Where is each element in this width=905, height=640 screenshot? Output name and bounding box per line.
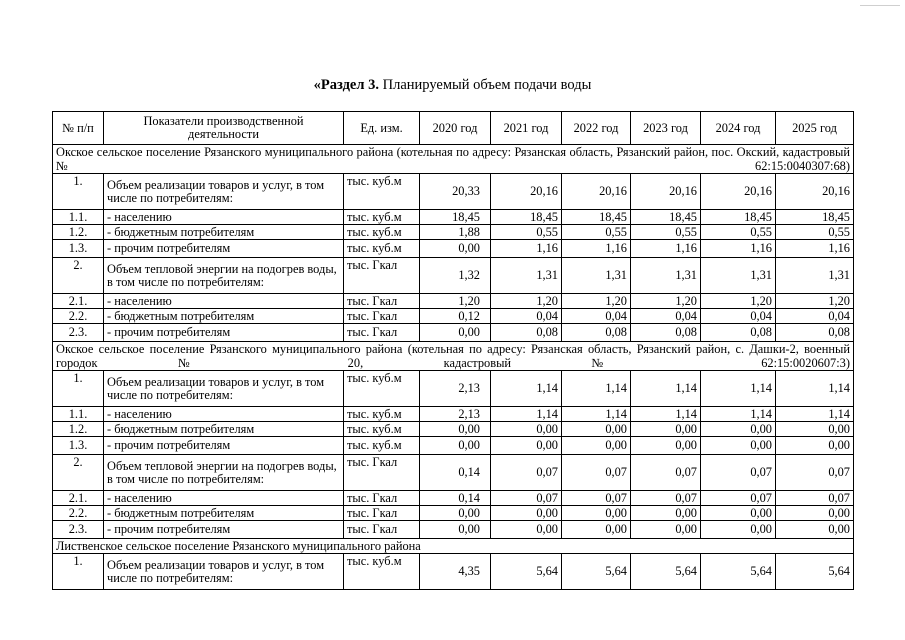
- row-value-2023: 0,00: [631, 437, 701, 455]
- row-value-2022: 0,08: [562, 324, 631, 342]
- row-unit: тыс. Гкал: [344, 309, 420, 324]
- row-indicator: - прочим потребителям: [104, 437, 344, 455]
- row-indicator: - бюджетным потребителям: [104, 422, 344, 437]
- row-indicator: - прочим потребителям: [104, 521, 344, 539]
- row-value-2024: 0,00: [701, 437, 776, 455]
- row-value-2023: 5,64: [631, 554, 701, 590]
- row-value-2022: 0,07: [562, 491, 631, 506]
- row-value-2021: 20,16: [491, 174, 562, 210]
- row-value-2021: 1,14: [491, 371, 562, 407]
- section-title-row: [53, 342, 854, 371]
- row-value-2020: 1,88: [420, 225, 491, 240]
- row-indicator: - прочим потребителям: [104, 240, 344, 258]
- row-value-2020: 0,00: [420, 324, 491, 342]
- column-header-2020: 2020 год: [420, 112, 491, 145]
- section-title-row: [53, 539, 854, 554]
- row-value-2021: 1,20: [491, 294, 562, 309]
- table-row: [53, 240, 854, 258]
- row-value-2023: 0,07: [631, 455, 701, 491]
- row-unit: тыс. Гкал: [344, 294, 420, 309]
- row-value-2025: 1,31: [776, 258, 854, 294]
- row-value-2023: 0,00: [631, 521, 701, 539]
- row-number: 2.: [53, 258, 104, 294]
- row-indicator: Объем реализации товаров и услуг, в том числе по потребителям:: [104, 371, 344, 407]
- row-value-2023: 0,08: [631, 324, 701, 342]
- row-value-2024: 0,00: [701, 506, 776, 521]
- row-value-2023: 0,00: [631, 422, 701, 437]
- row-value-2020: 2,13: [420, 371, 491, 407]
- table-row: [53, 554, 854, 590]
- row-value-2021: 5,64: [491, 554, 562, 590]
- table-row: [53, 294, 854, 309]
- table-row: [53, 407, 854, 422]
- row-value-2021: 0,08: [491, 324, 562, 342]
- row-value-2025: 0,07: [776, 455, 854, 491]
- row-value-2021: 0,00: [491, 437, 562, 455]
- table-row: [53, 491, 854, 506]
- row-value-2025: 0,00: [776, 506, 854, 521]
- row-indicator: - прочим потребителям: [104, 324, 344, 342]
- row-value-2023: 0,55: [631, 225, 701, 240]
- row-number: 2.2.: [53, 309, 104, 324]
- row-indicator: Объем реализации товаров и услуг, в том числе по потребителям:: [104, 554, 344, 590]
- row-value-2021: 1,31: [491, 258, 562, 294]
- row-value-2025: 20,16: [776, 174, 854, 210]
- column-header-2021: 2021 год: [491, 112, 562, 145]
- column-header-unit: Ед. изм.: [344, 112, 420, 145]
- row-value-2020: 0,14: [420, 491, 491, 506]
- row-value-2020: 0,00: [420, 240, 491, 258]
- column-header-number: № п/п: [53, 112, 104, 145]
- row-value-2022: 0,00: [562, 506, 631, 521]
- row-value-2021: 0,00: [491, 422, 562, 437]
- table-row: [53, 521, 854, 539]
- row-value-2024: 1,20: [701, 294, 776, 309]
- row-value-2024: 0,08: [701, 324, 776, 342]
- section-title: Окское сельское поселение Рязанского муниципального района (котельная по адресу: Рязанская область, Рязанский район, с. Дашки-2, военный городок № 20, кадастровый № 62:15:0020607:3): [53, 342, 854, 371]
- column-header-2025: 2025 год: [776, 112, 854, 145]
- row-unit: тыс. Гкал: [344, 324, 420, 342]
- row-indicator: - населению: [104, 491, 344, 506]
- row-value-2022: 0,04: [562, 309, 631, 324]
- row-value-2023: 1,20: [631, 294, 701, 309]
- row-unit: тыс. куб.м: [344, 225, 420, 240]
- row-value-2020: 0,00: [420, 437, 491, 455]
- row-number: 1.3.: [53, 437, 104, 455]
- table-row: [53, 437, 854, 455]
- row-value-2025: 0,00: [776, 437, 854, 455]
- row-value-2020: 0,00: [420, 506, 491, 521]
- row-value-2021: 18,45: [491, 210, 562, 225]
- row-value-2022: 1,31: [562, 258, 631, 294]
- water-supply-plan-table: [52, 111, 854, 590]
- row-number: 1.: [53, 371, 104, 407]
- section-title: Окское сельское поселение Рязанского муниципального района (котельная по адресу: Рязанская область, Рязанский район, пос. Окский, кадастровый № 62:15:0040307:68): [53, 145, 854, 174]
- row-value-2023: 18,45: [631, 210, 701, 225]
- row-value-2020: 0,00: [420, 422, 491, 437]
- row-unit: тыс. куб.м: [344, 210, 420, 225]
- section-heading-text: Планируемый объем подачи воды: [378, 77, 592, 93]
- section-title-row: [53, 145, 854, 174]
- row-value-2025: 1,14: [776, 371, 854, 407]
- row-value-2025: 0,08: [776, 324, 854, 342]
- row-value-2025: 0,00: [776, 521, 854, 539]
- row-number: 1.3.: [53, 240, 104, 258]
- row-indicator: - бюджетным потребителям: [104, 225, 344, 240]
- row-value-2024: 1,14: [701, 407, 776, 422]
- row-number: 2.3.: [53, 324, 104, 342]
- row-value-2025: 1,20: [776, 294, 854, 309]
- row-value-2022: 1,16: [562, 240, 631, 258]
- table-header-row: [53, 112, 854, 145]
- row-unit: тыс. Гкал: [344, 491, 420, 506]
- row-value-2024: 1,31: [701, 258, 776, 294]
- row-value-2024: 1,16: [701, 240, 776, 258]
- row-value-2025: 1,14: [776, 407, 854, 422]
- row-unit: тыс. Гкал: [344, 455, 420, 491]
- row-value-2023: 0,07: [631, 491, 701, 506]
- row-value-2024: 20,16: [701, 174, 776, 210]
- row-unit: тыс. куб.м: [344, 437, 420, 455]
- row-value-2024: 0,07: [701, 455, 776, 491]
- row-value-2022: 0,00: [562, 422, 631, 437]
- row-value-2021: 0,07: [491, 455, 562, 491]
- row-value-2022: 20,16: [562, 174, 631, 210]
- row-number: 1.1.: [53, 407, 104, 422]
- row-value-2025: 0,55: [776, 225, 854, 240]
- table-body: [53, 112, 854, 590]
- row-value-2023: 1,14: [631, 371, 701, 407]
- table-row: [53, 225, 854, 240]
- table-row: [53, 324, 854, 342]
- row-value-2022: 0,00: [562, 437, 631, 455]
- row-number: 2.1.: [53, 491, 104, 506]
- row-value-2020: 0,14: [420, 455, 491, 491]
- column-header-2023: 2023 год: [631, 112, 701, 145]
- row-unit: тыс. Гкал: [344, 521, 420, 539]
- row-value-2021: 0,00: [491, 506, 562, 521]
- row-unit: тыс. куб.м: [344, 554, 420, 590]
- row-unit: тыс. куб.м: [344, 422, 420, 437]
- row-number: 2.2.: [53, 506, 104, 521]
- row-value-2025: 0,07: [776, 491, 854, 506]
- table-row: [53, 506, 854, 521]
- row-value-2021: 0,07: [491, 491, 562, 506]
- row-value-2021: 1,16: [491, 240, 562, 258]
- row-indicator: - населению: [104, 407, 344, 422]
- column-header-2022: 2022 год: [562, 112, 631, 145]
- row-value-2020: 18,45: [420, 210, 491, 225]
- row-unit: тыс. куб.м: [344, 174, 420, 210]
- row-indicator: Объем тепловой энергии на подогрев воды, в том числе по потребителям:: [104, 258, 344, 294]
- row-value-2024: 0,07: [701, 491, 776, 506]
- row-indicator: Объем тепловой энергии на подогрев воды, в том числе по потребителям:: [104, 455, 344, 491]
- table-row: [53, 258, 854, 294]
- row-value-2023: 1,16: [631, 240, 701, 258]
- row-value-2022: 1,14: [562, 407, 631, 422]
- row-number: 1.2.: [53, 422, 104, 437]
- table-row: [53, 309, 854, 324]
- row-number: 1.: [53, 174, 104, 210]
- row-value-2025: 1,16: [776, 240, 854, 258]
- row-number: 2.1.: [53, 294, 104, 309]
- row-unit: тыс. Гкал: [344, 258, 420, 294]
- row-value-2025: 0,04: [776, 309, 854, 324]
- row-value-2022: 18,45: [562, 210, 631, 225]
- table-row: [53, 455, 854, 491]
- row-value-2023: 0,04: [631, 309, 701, 324]
- row-value-2024: 1,14: [701, 371, 776, 407]
- row-value-2022: 5,64: [562, 554, 631, 590]
- column-header-2024: 2024 год: [701, 112, 776, 145]
- row-indicator: Объем реализации товаров и услуг, в том числе по потребителям:: [104, 174, 344, 210]
- row-indicator: - бюджетным потребителям: [104, 309, 344, 324]
- row-value-2024: 5,64: [701, 554, 776, 590]
- row-value-2021: 0,00: [491, 521, 562, 539]
- row-value-2020: 1,20: [420, 294, 491, 309]
- row-unit: тыс. куб.м: [344, 407, 420, 422]
- row-value-2022: 0,07: [562, 455, 631, 491]
- row-value-2022: 0,55: [562, 225, 631, 240]
- row-value-2025: 5,64: [776, 554, 854, 590]
- row-value-2024: 0,00: [701, 422, 776, 437]
- row-value-2024: 0,00: [701, 521, 776, 539]
- row-value-2020: 0,00: [420, 521, 491, 539]
- column-header-indicator: Показатели производственной деятельности: [104, 112, 344, 145]
- row-value-2022: 0,00: [562, 521, 631, 539]
- table-row: [53, 371, 854, 407]
- row-number: 1.2.: [53, 225, 104, 240]
- row-value-2023: 0,00: [631, 506, 701, 521]
- row-value-2022: 1,14: [562, 371, 631, 407]
- row-value-2024: 0,04: [701, 309, 776, 324]
- row-number: 2.3.: [53, 521, 104, 539]
- row-value-2024: 18,45: [701, 210, 776, 225]
- section-heading: [0, 76, 905, 94]
- row-number: 1.1.: [53, 210, 104, 225]
- row-unit: тыс. куб.м: [344, 371, 420, 407]
- table-row: [53, 174, 854, 210]
- row-indicator: - населению: [104, 294, 344, 309]
- row-value-2020: 1,32: [420, 258, 491, 294]
- table-row: [53, 422, 854, 437]
- row-value-2021: 0,55: [491, 225, 562, 240]
- row-value-2020: 0,12: [420, 309, 491, 324]
- row-indicator: - населению: [104, 210, 344, 225]
- row-value-2021: 1,14: [491, 407, 562, 422]
- row-unit: тыс. Гкал: [344, 506, 420, 521]
- section-title: Лиственское сельское поселение Рязанского муниципального района: [53, 539, 854, 554]
- row-value-2022: 1,20: [562, 294, 631, 309]
- table-row: [53, 210, 854, 225]
- row-indicator: - бюджетным потребителям: [104, 506, 344, 521]
- row-value-2021: 0,04: [491, 309, 562, 324]
- row-number: 1.: [53, 554, 104, 590]
- row-number: 2.: [53, 455, 104, 491]
- row-value-2025: 0,00: [776, 422, 854, 437]
- row-value-2020: 2,13: [420, 407, 491, 422]
- row-value-2020: 20,33: [420, 174, 491, 210]
- row-value-2023: 1,14: [631, 407, 701, 422]
- scan-artifact-line: [860, 5, 900, 6]
- row-value-2023: 1,31: [631, 258, 701, 294]
- row-value-2025: 18,45: [776, 210, 854, 225]
- row-value-2024: 0,55: [701, 225, 776, 240]
- row-value-2020: 4,35: [420, 554, 491, 590]
- row-unit: тыс. куб.м: [344, 240, 420, 258]
- row-value-2023: 20,16: [631, 174, 701, 210]
- section-heading-number: «Раздел 3.: [313, 77, 379, 93]
